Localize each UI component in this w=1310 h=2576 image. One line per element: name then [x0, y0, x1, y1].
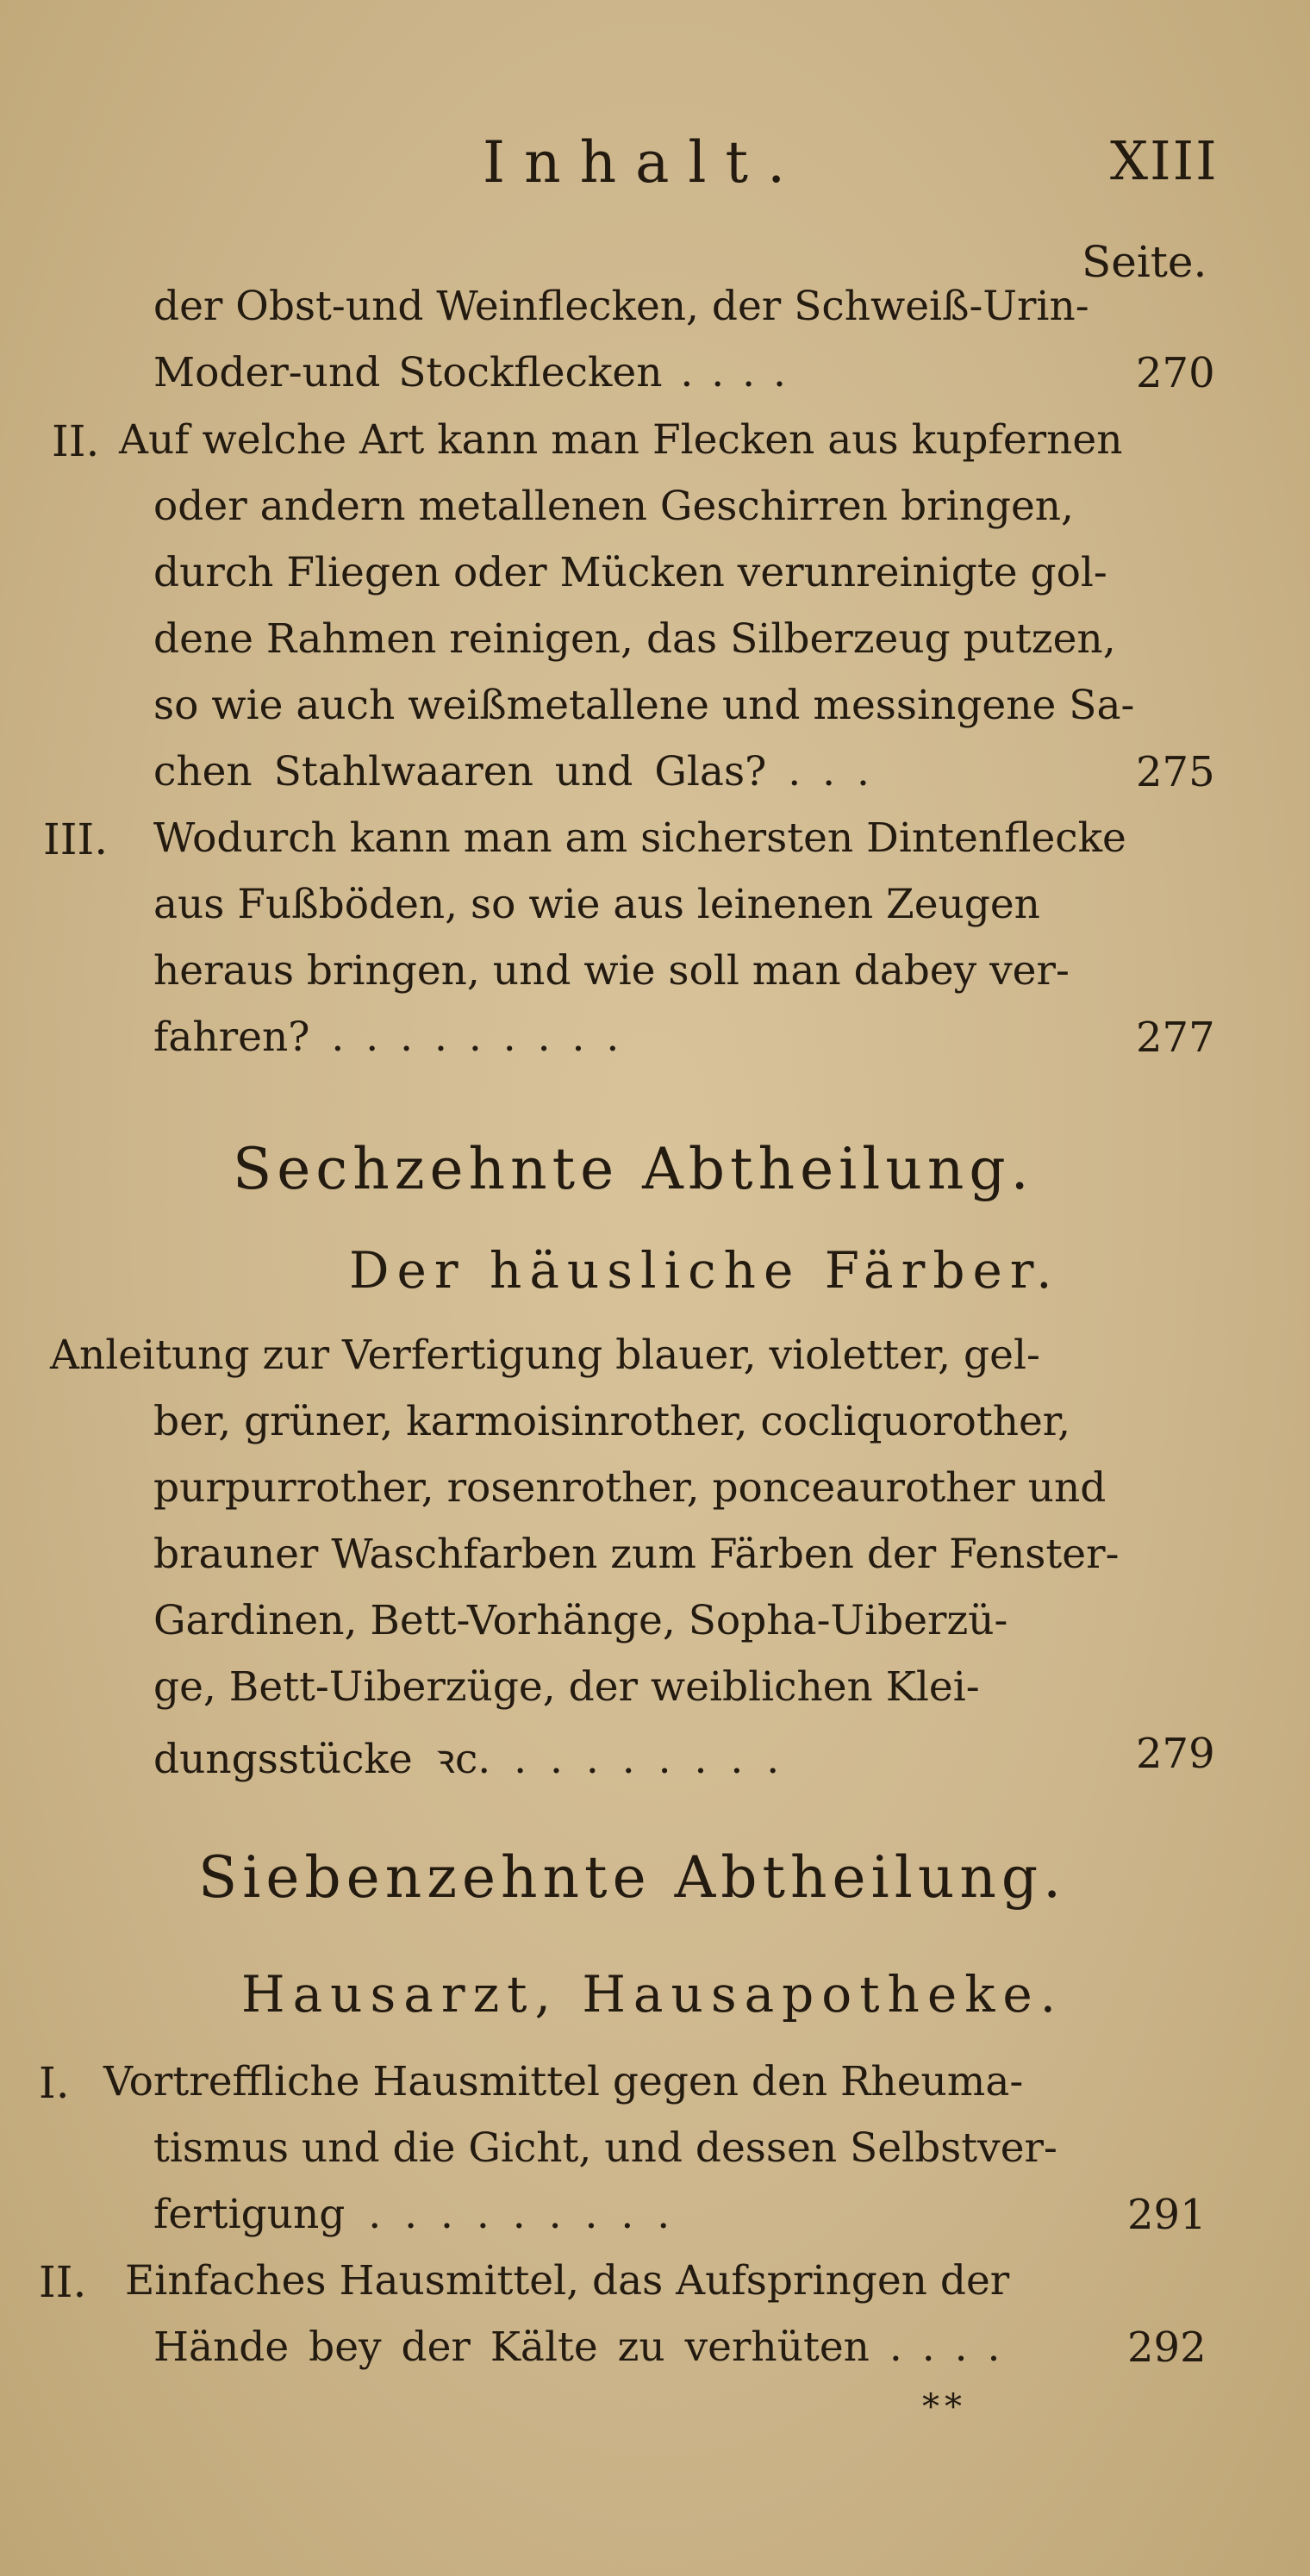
entry-page-number: 291	[1127, 2191, 1207, 2239]
entry-line: Gardinen, Bett-Vorhänge, Sopha-Uiberzü-	[153, 1597, 1008, 1644]
entry-number: III.	[43, 814, 109, 864]
entry-number: I.	[39, 2058, 70, 2108]
entry-line: Einfaches Hausmittel, das Aufspringen der	[125, 2257, 1010, 2305]
entry-line: aus Fußböden, so wie aus leinenen Zeugen	[153, 881, 1040, 928]
section-heading: Sechzehnte Abtheilung.	[233, 1136, 1034, 1202]
entry-line: heraus bringen, und wie soll man dabey ver-	[153, 947, 1070, 995]
entry-line: Moder-und Stockflecken . . . .	[153, 349, 786, 396]
running-title: Inhalt.	[483, 129, 805, 196]
entry-line: chen Stahlwaaren und Glas? . . .	[153, 748, 870, 795]
entry-line: Vortreffliche Hausmittel gegen den Rheuma-	[103, 2058, 1024, 2105]
entry-line: Hände bey der Kälte zu verhüten . . . .	[153, 2323, 1001, 2371]
entry-page-number: 275	[1136, 748, 1215, 796]
entry-line: Wodurch kann man am sichersten Dintenflecke	[153, 814, 1126, 862]
entry-line: Auf welche Art kann man Flecken aus kupfernen	[119, 416, 1123, 464]
entry-line: der Obst-und Weinflecken, der Schweiß-Urin-	[153, 283, 1089, 330]
entry-number: II.	[52, 416, 100, 466]
section-subheading: Der häusliche Färber.	[349, 1241, 1060, 1300]
entry-line: oder andern metallenen Geschirren bringen,	[153, 483, 1074, 530]
entry-line: so wie auch weißmetallene und messingene Sa-	[153, 682, 1135, 729]
entry-line: dene Rahmen reinigen, das Silberzeug putzen,	[153, 615, 1116, 663]
entry-line: Anleitung zur Verfertigung blauer, violetter, gel-	[50, 1332, 1040, 1379]
section-heading: Siebenzehnte Abtheilung.	[198, 1844, 1067, 1911]
entry-line: durch Fliegen oder Mücken verunreinigte gol-	[153, 549, 1107, 596]
entry-line: ge, Bett-Uiberzüge, der weiblichen Klei-	[153, 1663, 980, 1711]
entry-page-number: 277	[1136, 1014, 1215, 1062]
entry-line: ber, grüner, karmoisinrother, cocliquorother,	[153, 1398, 1071, 1445]
page-column-label: Seite.	[1082, 237, 1207, 287]
entry-line: fahren? . . . . . . . . .	[153, 1014, 620, 1061]
page-number: XIII	[1110, 129, 1219, 192]
entry-line: tismus und die Gicht, und dessen Selbstver-	[153, 2124, 1057, 2172]
entry-number: II.	[39, 2257, 87, 2307]
signature-mark: **	[922, 2387, 967, 2427]
entry-page-number: 270	[1136, 349, 1215, 397]
entry-line: brauner Waschfarben zum Färben der Fenster-	[153, 1531, 1120, 1578]
entry-line: purpurrother, rosenrother, ponceaurother und	[153, 1464, 1107, 1512]
entry-page-number: 279	[1136, 1730, 1215, 1778]
entry-line: dungsstücke ꝛc. . . . . . . . .	[153, 1736, 780, 1783]
entry-page-number: 292	[1127, 2323, 1207, 2372]
entry-line: fertigung . . . . . . . . .	[153, 2191, 671, 2238]
section-subheading: Hausarzt, Hausapotheke.	[241, 1965, 1064, 2024]
